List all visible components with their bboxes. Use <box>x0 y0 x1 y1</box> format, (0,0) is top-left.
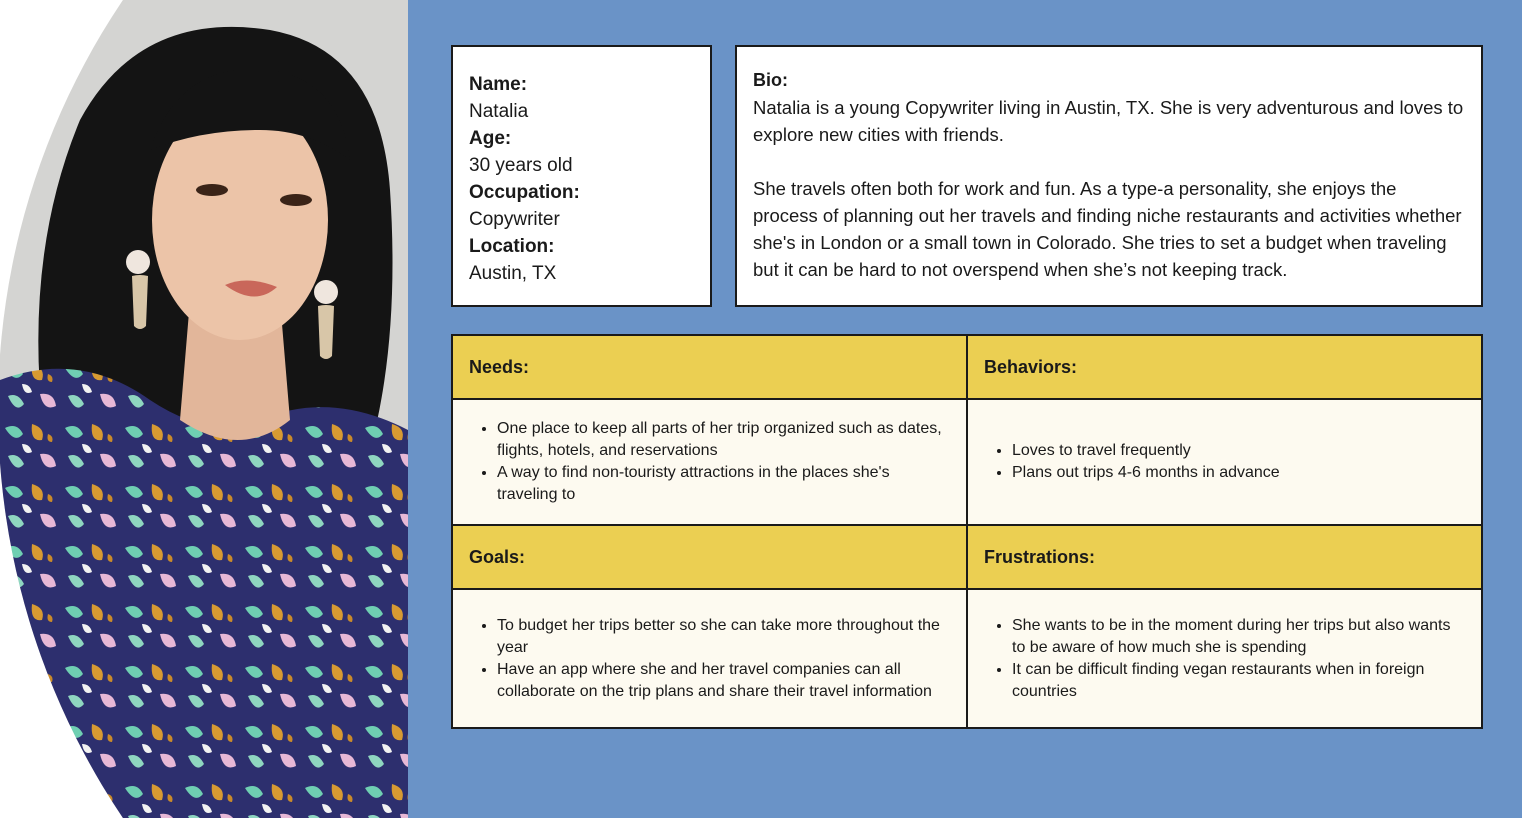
list-item: • Have an app where she and her travel companies can all collaborate on the trip plans and share their travel information <box>497 659 944 703</box>
list-item: • To budget her trips better so she can take more throughout the year <box>497 615 944 659</box>
needs-cell <box>453 400 966 524</box>
frustrations-cell <box>968 590 1481 727</box>
list-item: • She wants to be in the moment during her trips but also wants to be aware of how much she is spending <box>1012 615 1459 659</box>
occupation-label: Occupation: <box>469 182 580 203</box>
behaviors-list <box>996 440 1280 484</box>
bio-paragraph: She travels often both for work and fun. As a type-a personality, she enjoys the process of planning out her travels and finding niche restaurants and activities whether she's in London or a small town in Colorado. She tries to set a budget when traveling but it can be hard to not overspend when she’s not keeping track. <box>753 178 1462 280</box>
age-label: Age: <box>469 128 512 149</box>
age-value: 30 years old <box>469 155 573 176</box>
list-item: • One place to keep all parts of her trip organized such as dates, flights, hotels, and reservations <box>497 418 944 462</box>
frustrations-header: Frustrations: <box>968 526 1481 588</box>
profile-info-box <box>451 45 712 307</box>
persona-photo <box>0 0 408 818</box>
location-value: Austin, TX <box>469 263 557 284</box>
name-value: Natalia <box>469 101 529 122</box>
goals-header: Goals: <box>453 526 966 588</box>
list-item: • It can be difficult finding vegan restaurants when in foreign countries <box>1012 659 1459 703</box>
bio-paragraph: Natalia is a young Copywriter living in Austin, TX. She is very adventurous and loves to explore new cities with friends. <box>753 97 1464 145</box>
name-label: Name: <box>469 74 528 95</box>
bio-box <box>735 45 1483 307</box>
bio-label: Bio: <box>753 70 788 90</box>
goals-cell <box>453 590 966 727</box>
frustrations-list <box>996 615 1459 703</box>
goals-list <box>481 615 944 703</box>
behaviors-cell <box>968 400 1481 524</box>
list-item: • A way to find non-touristy attractions in the places she's traveling to <box>497 462 944 506</box>
persona-details-grid <box>451 334 1483 729</box>
needs-list <box>481 418 944 506</box>
persona-portrait-illustration <box>0 0 408 818</box>
needs-header: Needs: <box>453 336 966 398</box>
list-item: • Plans out trips 4-6 months in advance <box>1012 462 1280 484</box>
occupation-value: Copywriter <box>469 209 560 230</box>
list-item: • Loves to travel frequently <box>1012 440 1280 462</box>
behaviors-header: Behaviors: <box>968 336 1481 398</box>
location-label: Location: <box>469 236 555 257</box>
